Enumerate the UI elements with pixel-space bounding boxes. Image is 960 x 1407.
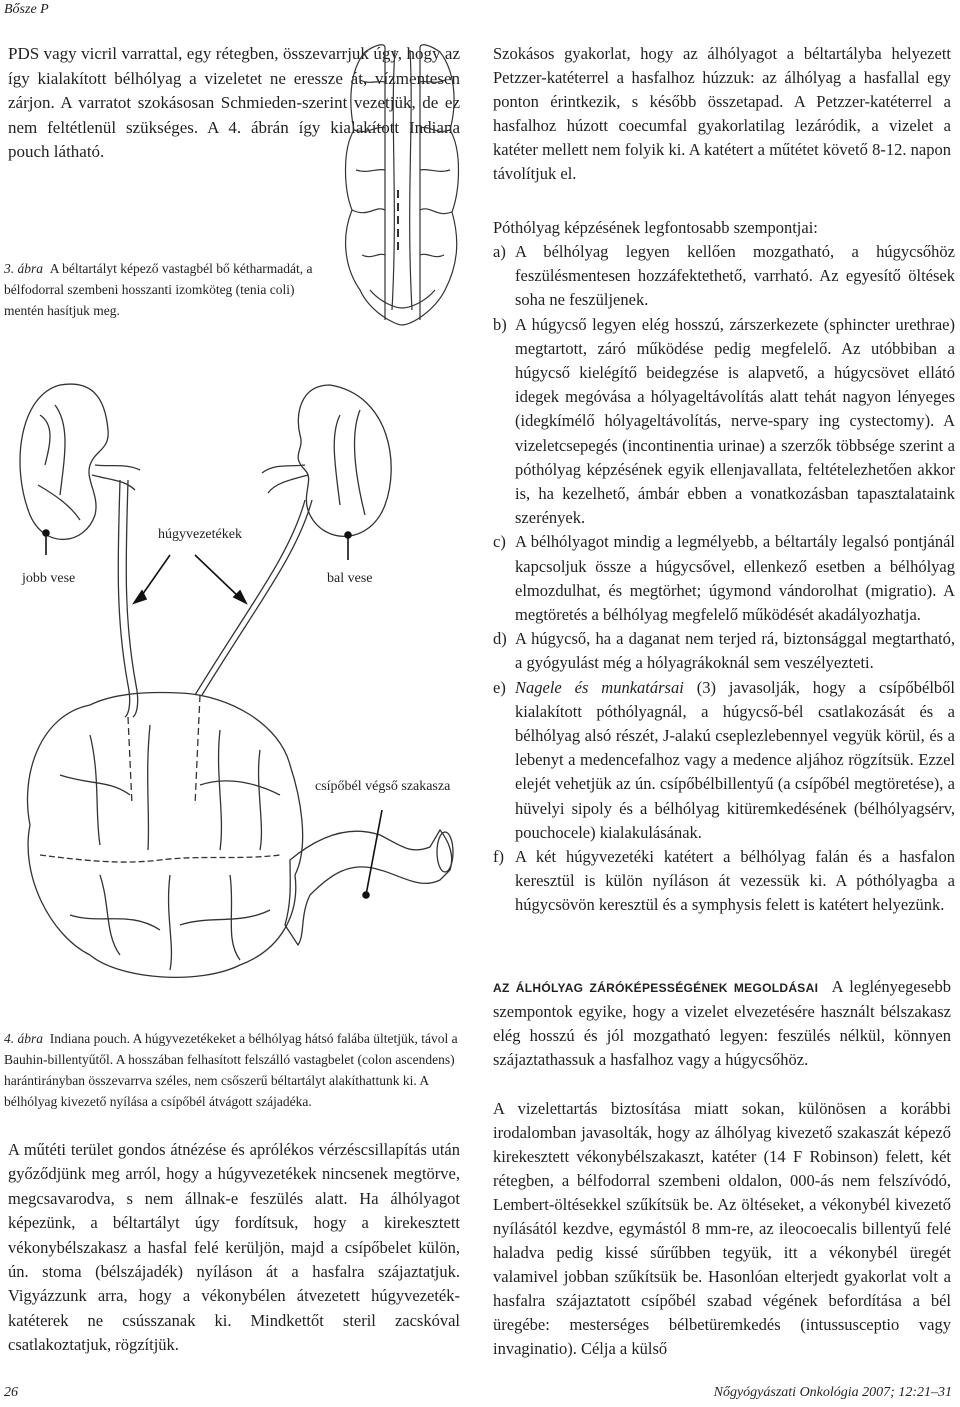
list-item — [493, 676, 955, 845]
right-bottom-paragraph: A vizelettartás biztosítása miatt sokan, különösen a korábbi irodalomban javasolták, hogy az álhólyag kivezető szakaszát képező kirekesztett vékonybélszakaszt, katéter (14 F Robinson) felett, két rétegben, a bélfodorral szembeni oldalon, 000-ás nem felszívódó, Lembert-öltésekkel szűkítsük be. Az öltéseket, a vékonybél kivezető nyílásától kezdve, egymástól 8 mm-re, az ileocoecalis billentyű felé haladva pedig kissé sűrűbben tegyük, itt a vékonybél üregét valamivel jobban szűkítsük be. Hasonlóan elterjedt gyakorlat volt a hasfalra szájaztatott csípőbél szabad végének befordítása a bél üregébe: mesterséges bélbetüremkedés (intussusceptio vagy invaginatio). Célja a külső — [493, 1099, 951, 1358]
figure-3-colon-illustration — [340, 40, 465, 330]
label-left-kidney: bal vese — [327, 571, 373, 586]
section-text: A leglényegesebb szempontok egyike, hogy a vizelet elvezetésére használt bélszakasz elég hosszú és jól mozgatható legyen: feszülés nélkül, könnyen szájaztathassuk a hasfalhoz vagy a húgycsőhöz. — [493, 977, 951, 1069]
list-item — [493, 845, 955, 918]
list-text-emphasis: Nagele és munkatársai — [515, 677, 684, 697]
label-ureters: húgyvezetékek — [158, 527, 242, 542]
section-paragraph — [493, 975, 951, 1072]
section-heading: AZ ÁLHÓLYAG ZÁRÓKÉPESSÉGÉNEK MEGOLDÁSAI — [493, 981, 819, 995]
left-kidney-shape — [298, 385, 391, 536]
left-intro-paragraph: PDS vagy vicril varrattal, egy rétegben, összevarrjuk úgy, hogy az így kialakított bélhólyag a vizeletet ne eressze át, vízmentesen zárjon. A varratot szokásosan Schmieden-szerint vezetjük, de ez nem feltétlenül szükséges. A 4. ábrán így kialakított Indiana pouch látható. — [8, 44, 460, 162]
list-item — [493, 240, 955, 313]
label-ileum-end: csípőbél végső szakasza — [315, 779, 451, 794]
list-marker: e) — [493, 677, 506, 697]
figure-4-label: 4. ábra — [4, 1031, 44, 1046]
left-bottom-paragraph: A műtéti terület gondos átnézése és aprólékos vérzéscsillapítás után győződjünk meg arról, hogy a húgyvezetékek nincsenek megtörve, megcsavarodva, s nem állnak-e feszülés alatt. Ha álhólyagot képezünk, a béltartályt úgy fordítsuk, hogy a kirekesztett vékonybélszakasz a hasfal felé kerüljön, majd a csípőbelet külön, ún. stoma (bélszájadék) nyíláson át a hasfalra szájaztatjuk. Vigyázzunk arra, hogy a vékonybélen átvezetett húgyvezeték-katéterek ne csússzanak ki. Mindkettőt steril zacskóval csatlakoztatjuk, rögzítjük. — [8, 1140, 460, 1355]
figure-3-text: A béltartályt képező vastagbél bő kétharmadát, a bélfodorral szembeni hosszanti izomköteg (tenia coli) mentén hasítjuk meg. — [4, 261, 313, 318]
running-head-author: Bősze P — [4, 2, 49, 17]
aspects-list — [493, 240, 955, 918]
page-number: 26 — [4, 1385, 18, 1400]
figure-4-indiana-pouch-illustration — [0, 355, 470, 995]
journal-footer: Nőgyógyászati Onkológia 2007; 12:21–31 — [713, 1385, 952, 1400]
figure-3-caption — [4, 258, 330, 321]
list-text-rest: (3) javasolják, hogy a csípőbélből kialakított póthólyagnál, a húgycső-bél csatlakozását és a bélhólyag alsó részét, J-alakú cseplezlebennyel vegyük körül, és a lebenyt a medencefalhoz vagy a medence aljához rögzítsük. Ezzel elejét vehetjük az ún. csípőbélbillentyű (a csípőbél megtöretése), a hüvelyi sipoly és a bélhólyag kitüremkedésének (bélhólyagsérv, pouchocele) kialakulásának. — [515, 677, 956, 842]
list-marker: d) — [493, 629, 507, 649]
list-marker: a) — [493, 242, 506, 261]
figure-4-text: Indiana pouch. A húgyvezetékeket a bélhólyag hátsó falába ültetjük, távol a Bauhin-billentyűtől. A hosszában felhasított felszálló vastagbelet (colon ascendens) harántirányban összevarrva széles, nem csőszerű béltartályt alakíthattunk ki. A bélhólyag kivezető nyílása a csípőbél átvágott szájadéka. — [4, 1031, 458, 1109]
list-text: A bélhólyagot mindig a legmélyebb, a béltartály legalsó pontjánál kapcsoljuk össze a húgycsővel, ellenkező esetben a bélhólyag elmozdulhat, és megtörhet; úgymond vándorolhat (migratio). A megtöretés a bélhólyag megfelelő működését akadályozhatja. — [515, 532, 955, 625]
list-text: A húgycső legyen elég hosszú, zárszerkezete (sphincter urethrae) megtartott, záró működése pedig megfelelő. Az utóbbiban a húgycső kielégítő beidegzése is alapvető, a húgycsövet ellátó idegek megóvása a hólyageltávolítás alatt tehát nagyon lényeges (idegkímélő hólyageltávolítás, nerve-spary ing cystectomy). A vizeletcsepegés (incontinentia urinae) a szerzők többsége szerint a póthólyag képzésének egyik ellenjavallata, feltételezhetően akkor is, ha kezelhető, ámbár ebben a vonatkozásban tapasztalataink szerények. — [515, 314, 955, 528]
aspects-title: Póthólyag képzésének legfontosabb szempontjai: — [493, 218, 818, 237]
list-item — [493, 313, 955, 531]
figure-3-label: 3. ábra — [4, 261, 44, 276]
list-item — [493, 530, 955, 627]
label-right-kidney: jobb vese — [22, 571, 76, 586]
right-top-paragraph: Szokásos gyakorlat, hogy az álhólyagot a béltartályba helyezett Petzzer-katéterrel a hasfalhoz húzzuk: az álhólyag a hasfallal egy ponton érintkezik, s később összetapad. A Petzzer-katéterrel a hasfalhoz húzott coecumfal gyakorlatilag lezáródik, a vizelet a katéter mellett nem folyik ki. A katétert a műtétet követő 8-12. napon távolítjuk el. — [493, 44, 951, 183]
list-text: A két húgyvezetéki katétert a bélhólyag falán és a hasfalon keresztül is külön nyíláson át vezessük ki. A póthólyagba a húgycsövön keresztül és a symphysis felett is katétert helyezünk. — [515, 847, 955, 915]
figure-4-caption — [4, 1028, 460, 1112]
list-marker: c) — [493, 532, 506, 552]
list-text: A húgycső, ha a daganat nem terjed rá, biztonsággal megtartható, a gyógyulást még a hólyagrákoknál sem veszélyezteti. — [515, 629, 955, 673]
ileum-shape — [285, 830, 452, 945]
list-marker: f) — [493, 847, 504, 867]
list-text — [515, 676, 955, 845]
list-marker: b) — [493, 314, 507, 334]
list-text: A bélhólyag legyen kellően mozgatható, a húgycsőhöz feszülésmentesen hozzáfektethető, varrható. Az egyesítő öltések soha ne feszüljenek. — [515, 242, 955, 310]
list-item — [493, 627, 955, 675]
